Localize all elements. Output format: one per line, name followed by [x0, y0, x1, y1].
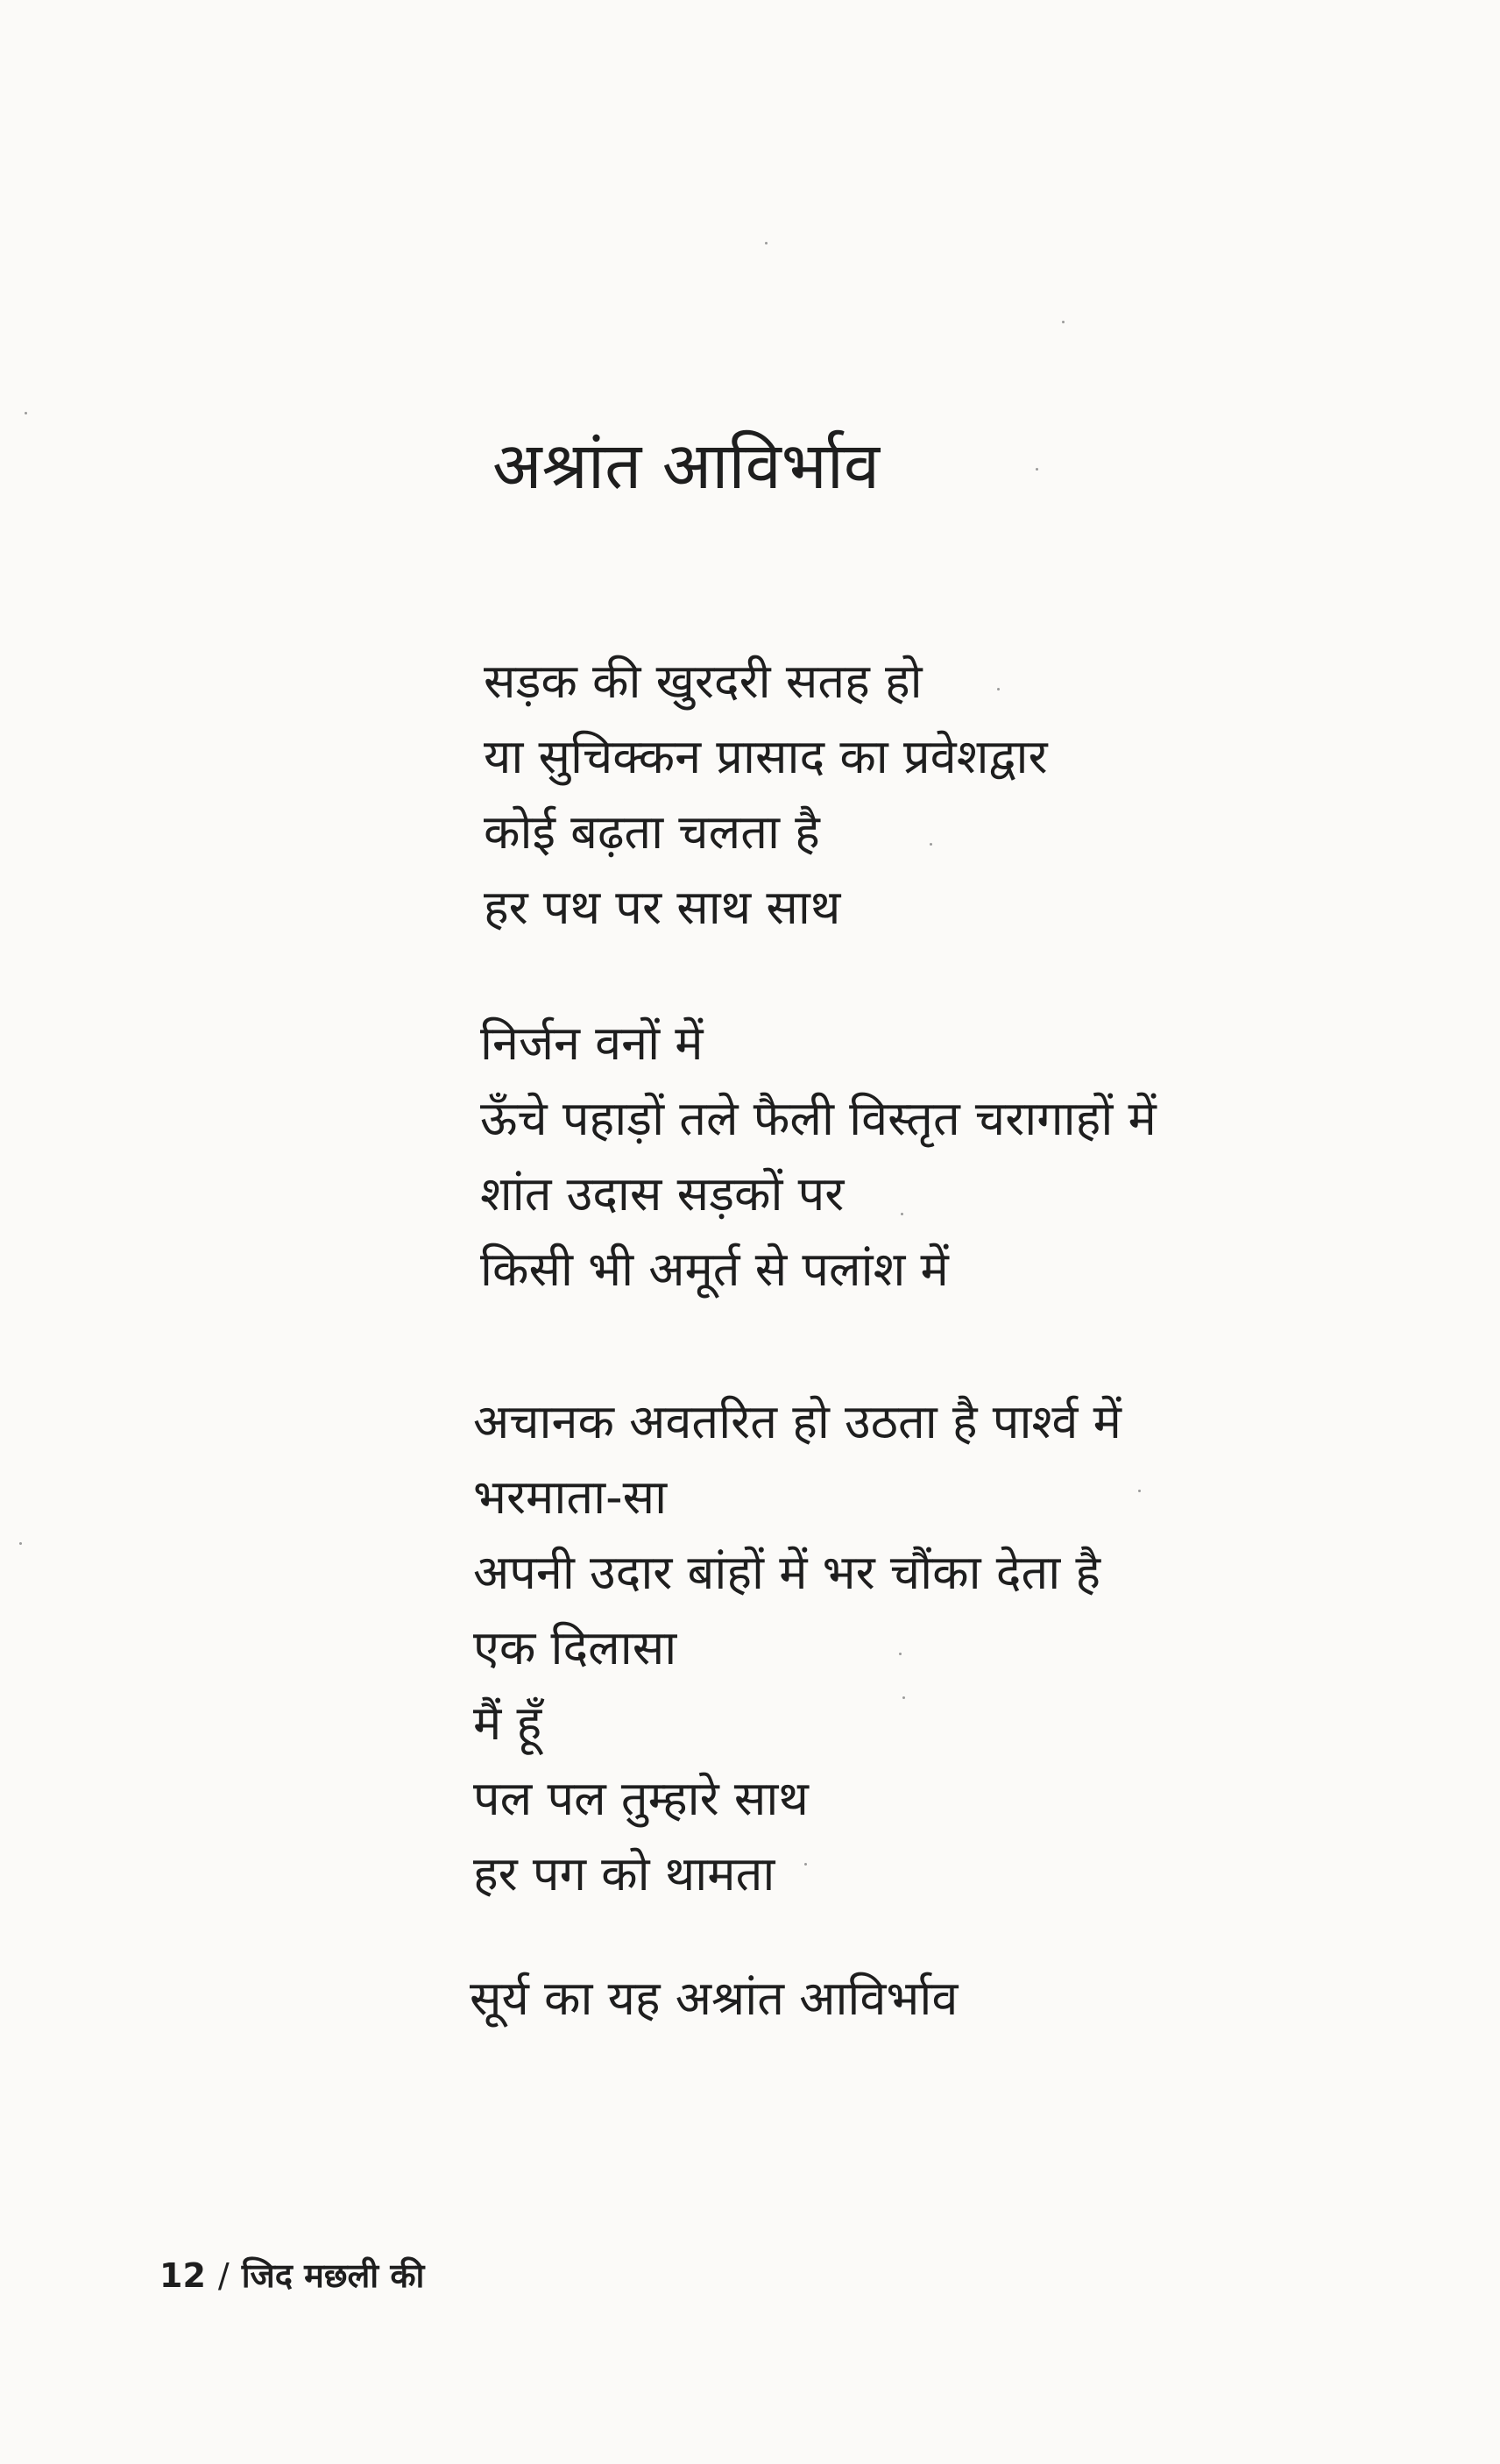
- print-speck: [1062, 321, 1065, 323]
- print-speck: [1138, 1490, 1141, 1492]
- footer-separator: /: [217, 2256, 230, 2295]
- stanza-4: [470, 1961, 958, 2036]
- print-speck: [804, 1863, 807, 1866]
- poem-title: अश्रांत आविर्भाव: [492, 428, 881, 504]
- print-speck: [997, 688, 1000, 690]
- print-speck: [25, 412, 27, 414]
- poem-line: शांत उदास सड़कों पर: [480, 1166, 845, 1221]
- poem-line: निर्जन वनों में: [480, 1016, 704, 1071]
- stanza-1: [484, 644, 1048, 945]
- poem-line: मैं हूँ: [473, 1696, 542, 1751]
- print-speck: [1036, 468, 1038, 471]
- poem-line: अपनी उदार बांहों में भर चौंका देता है: [473, 1545, 1101, 1600]
- print-speck: [19, 1542, 22, 1545]
- print-speck: [899, 1653, 902, 1655]
- poem-line: सड़क की खुरदरी सतह हो: [484, 654, 923, 709]
- poem-line: हर पथ पर साथ साथ: [484, 880, 841, 935]
- poem-line: एक दिलासा: [473, 1620, 677, 1675]
- stanza-2: [480, 1006, 1157, 1307]
- poem-line: हर पग को थामता: [473, 1846, 775, 1901]
- print-speck: [765, 242, 768, 244]
- poem-line: किसी भी अमूर्त से पलांश में: [480, 1242, 949, 1297]
- poem-line: पल पल तुम्हारे साथ: [473, 1771, 809, 1826]
- poem-line: या सुचिक्कन प्रासाद का प्रवेशद्वार: [484, 729, 1048, 784]
- poem-line: कोई बढ़ता चलता है: [484, 804, 820, 860]
- print-speck: [902, 1696, 905, 1699]
- page-number: 12: [159, 2256, 206, 2295]
- book-title: जिद मछली की: [241, 2256, 425, 2295]
- poem-line: सूर्य का यह अश्रांत आविर्भाव: [470, 1971, 959, 2026]
- stanza-3: [473, 1384, 1121, 1912]
- print-speck: [901, 1213, 903, 1215]
- poem-line: भरमाता-सा: [473, 1469, 668, 1525]
- poem-line: अचानक अवतरित हो उठता है पार्श्व में: [473, 1394, 1121, 1449]
- poem-line: ऊँचे पहाड़ों तले फैली विस्तृत चरागाहों में: [480, 1091, 1157, 1146]
- page-footer: [159, 2252, 424, 2298]
- print-speck: [930, 843, 932, 846]
